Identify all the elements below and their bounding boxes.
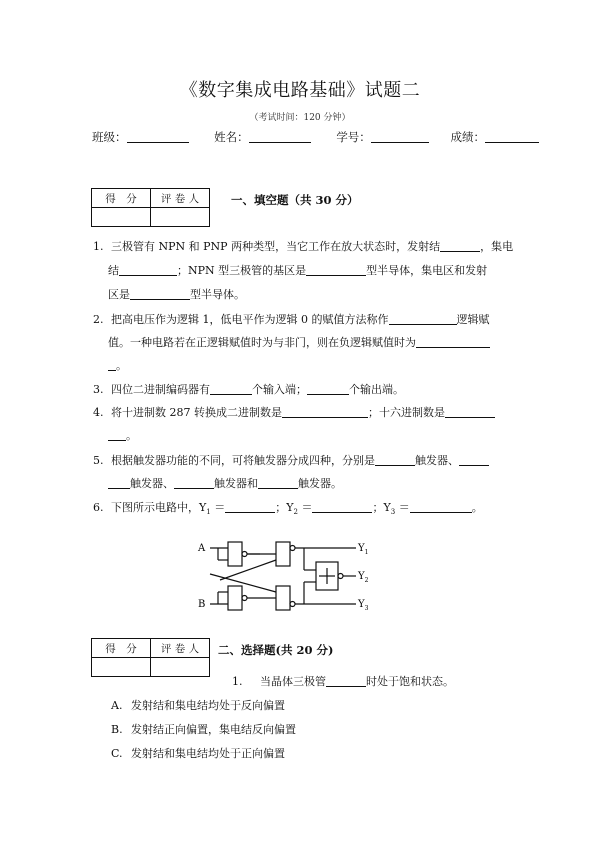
question-5-line1 [93, 454, 489, 468]
answer-blank[interactable] [119, 264, 177, 276]
question-text: 。 [116, 359, 127, 372]
option-c[interactable] [111, 745, 285, 761]
question-number: 3. [93, 383, 104, 396]
answer-blank-y1[interactable] [225, 501, 275, 513]
question-text: ；十六进制数是 [368, 406, 445, 419]
answer-blank[interactable] [440, 240, 480, 252]
exam-duration: （考试时间：120 分钟） [249, 113, 351, 123]
output-y1-label: $Y_1$ [358, 543, 369, 556]
question-text: 。 [471, 501, 483, 514]
question-number: 5. [93, 454, 104, 467]
question-text: 四位二进制编码器有 [111, 383, 210, 396]
question-text: 把高电压作为逻辑 1，低电平作为逻辑 0 的赋值方法称作 [111, 313, 389, 326]
and-gate-lower [276, 586, 290, 610]
question-1-line1 [93, 240, 513, 254]
question-2-line1 [93, 313, 490, 327]
subscript: 2 [293, 508, 298, 517]
subscript: 1 [206, 508, 211, 517]
question-text: 下图所示电路中，Y [111, 501, 207, 514]
answer-blank[interactable] [389, 313, 457, 325]
question-text: ＝ [210, 501, 226, 514]
question-text: 型半导体，集电区和发射 [366, 264, 488, 277]
question-4-line1 [93, 406, 495, 420]
question-text: 触发器、 [415, 454, 459, 467]
question-number: 1. [93, 240, 104, 253]
question-1-line3 [108, 288, 245, 302]
question-text: ；Y [275, 501, 294, 514]
question-5-line2 [108, 477, 342, 491]
question-text: 型半导体。 [190, 288, 245, 301]
answer-blank[interactable] [174, 477, 214, 489]
question-text: 触发器。 [298, 477, 342, 490]
question-text: 三极管有 NPN 和 PNP 两种类型，当它工作在放大状态时，发射结 [111, 240, 441, 253]
class-label: 班级： [92, 130, 127, 144]
logic-circuit-diagram [180, 530, 400, 625]
question-text: 值。一种电路若在正逻辑赋值时为与非门，则在负逻辑赋值时为 [108, 336, 416, 349]
answer-blank[interactable] [258, 477, 298, 489]
score-header: 得 分 [92, 189, 151, 208]
question-2-line2 [108, 336, 490, 350]
inversion-bubble [242, 552, 247, 557]
and-gate-upper [276, 542, 290, 566]
exam-title: 《数字集成电路基础》试题二 [179, 80, 421, 101]
option-a[interactable] [111, 697, 285, 713]
question-text: 结 [108, 264, 119, 277]
question-text: 区是 [108, 288, 130, 301]
inversion-bubble [290, 602, 295, 607]
grader-header: 评 卷 人 [151, 639, 210, 658]
subscript: 3 [390, 508, 396, 517]
answer-blank[interactable] [130, 288, 190, 300]
answer-blank[interactable] [416, 336, 490, 348]
inversion-bubble [290, 546, 295, 551]
answer-blank[interactable] [108, 359, 116, 371]
section2-title: 二、选择题(共 20 分) [218, 643, 334, 657]
score-label: 成绩： [450, 130, 485, 144]
question-number: 2. [93, 313, 104, 326]
question-number: 4. [93, 406, 104, 419]
question-text: 个输入端； [252, 383, 307, 396]
question-2-line3 [108, 359, 127, 373]
output-y2-label: $Y_2$ [358, 571, 369, 584]
option-text: 发射结和集电结均处于正向偏置 [131, 747, 285, 760]
answer-blank[interactable] [326, 675, 366, 687]
choice-question-1 [232, 675, 454, 689]
option-text: 发射结正向偏置，集电结反向偏置 [131, 723, 296, 736]
student-id-label: 学号： [336, 130, 371, 144]
name-label: 姓名： [214, 130, 249, 144]
score-table-section1 [91, 188, 210, 227]
question-number: 6. [93, 501, 104, 514]
question-3 [93, 383, 404, 397]
option-letter: C. [111, 747, 123, 760]
score-cell[interactable] [92, 208, 151, 227]
score-table-section2 [91, 638, 210, 677]
answer-blank[interactable] [210, 383, 252, 395]
question-4-line2 [108, 429, 137, 443]
question-text: 时处于饱和状态。 [366, 675, 454, 688]
input-b-label: B [198, 599, 206, 610]
question-text: ；NPN 型三极管的基区是 [177, 264, 307, 277]
score-field[interactable] [485, 130, 539, 143]
answer-blank[interactable] [108, 477, 130, 489]
answer-blank[interactable] [282, 406, 368, 418]
answer-blank[interactable] [307, 383, 349, 395]
answer-blank-y3[interactable] [410, 501, 472, 513]
question-text: 根据触发器功能的不同，可将触发器分成四种，分别是 [111, 454, 375, 467]
option-letter: A. [111, 699, 123, 712]
question-text: ，集电 [480, 240, 514, 253]
question-text: ；Y [372, 501, 391, 514]
section1-title: 一、填空题（共 30 分） [231, 193, 359, 207]
question-number: 1. [232, 675, 243, 688]
question-text: 触发器和 [214, 477, 258, 490]
answer-blank[interactable] [306, 264, 366, 276]
answer-blank-y2[interactable] [312, 501, 372, 513]
answer-blank[interactable] [459, 454, 489, 466]
answer-blank[interactable] [445, 406, 495, 418]
question-text: 。 [126, 429, 137, 442]
input-a-label: A [198, 543, 206, 554]
score-header: 得 分 [92, 639, 151, 658]
question-text: 当晶体三极管 [260, 675, 326, 688]
answer-blank[interactable] [108, 429, 126, 441]
option-text: 发射结和集电结均处于反向偏置 [131, 699, 285, 712]
question-text: ＝ [395, 501, 410, 514]
student-info-row [92, 129, 551, 145]
question-text: 触发器、 [130, 477, 174, 490]
not-gate-lower [228, 586, 242, 610]
inversion-bubble [242, 596, 247, 601]
option-b[interactable] [111, 721, 296, 737]
student-id-field[interactable] [371, 130, 429, 143]
answer-blank[interactable] [375, 454, 415, 466]
question-text: 个输出端。 [349, 383, 404, 396]
inversion-bubble [338, 574, 343, 579]
class-field[interactable] [127, 130, 189, 143]
not-gate-upper [228, 542, 242, 566]
score-cell[interactable] [92, 658, 151, 677]
grader-cell[interactable] [151, 658, 210, 677]
option-letter: B. [111, 723, 123, 736]
grader-cell[interactable] [151, 208, 210, 227]
question-6 [93, 501, 483, 519]
question-text: ＝ [297, 501, 313, 514]
name-field[interactable] [249, 130, 311, 143]
grader-header: 评 卷 人 [151, 189, 210, 208]
question-text: 逻辑赋 [456, 313, 490, 326]
output-y3-label: $Y_3$ [358, 599, 369, 612]
question-1-line2 [108, 264, 487, 278]
question-text: 将十进制数 287 转换成二进制数是 [111, 406, 282, 419]
